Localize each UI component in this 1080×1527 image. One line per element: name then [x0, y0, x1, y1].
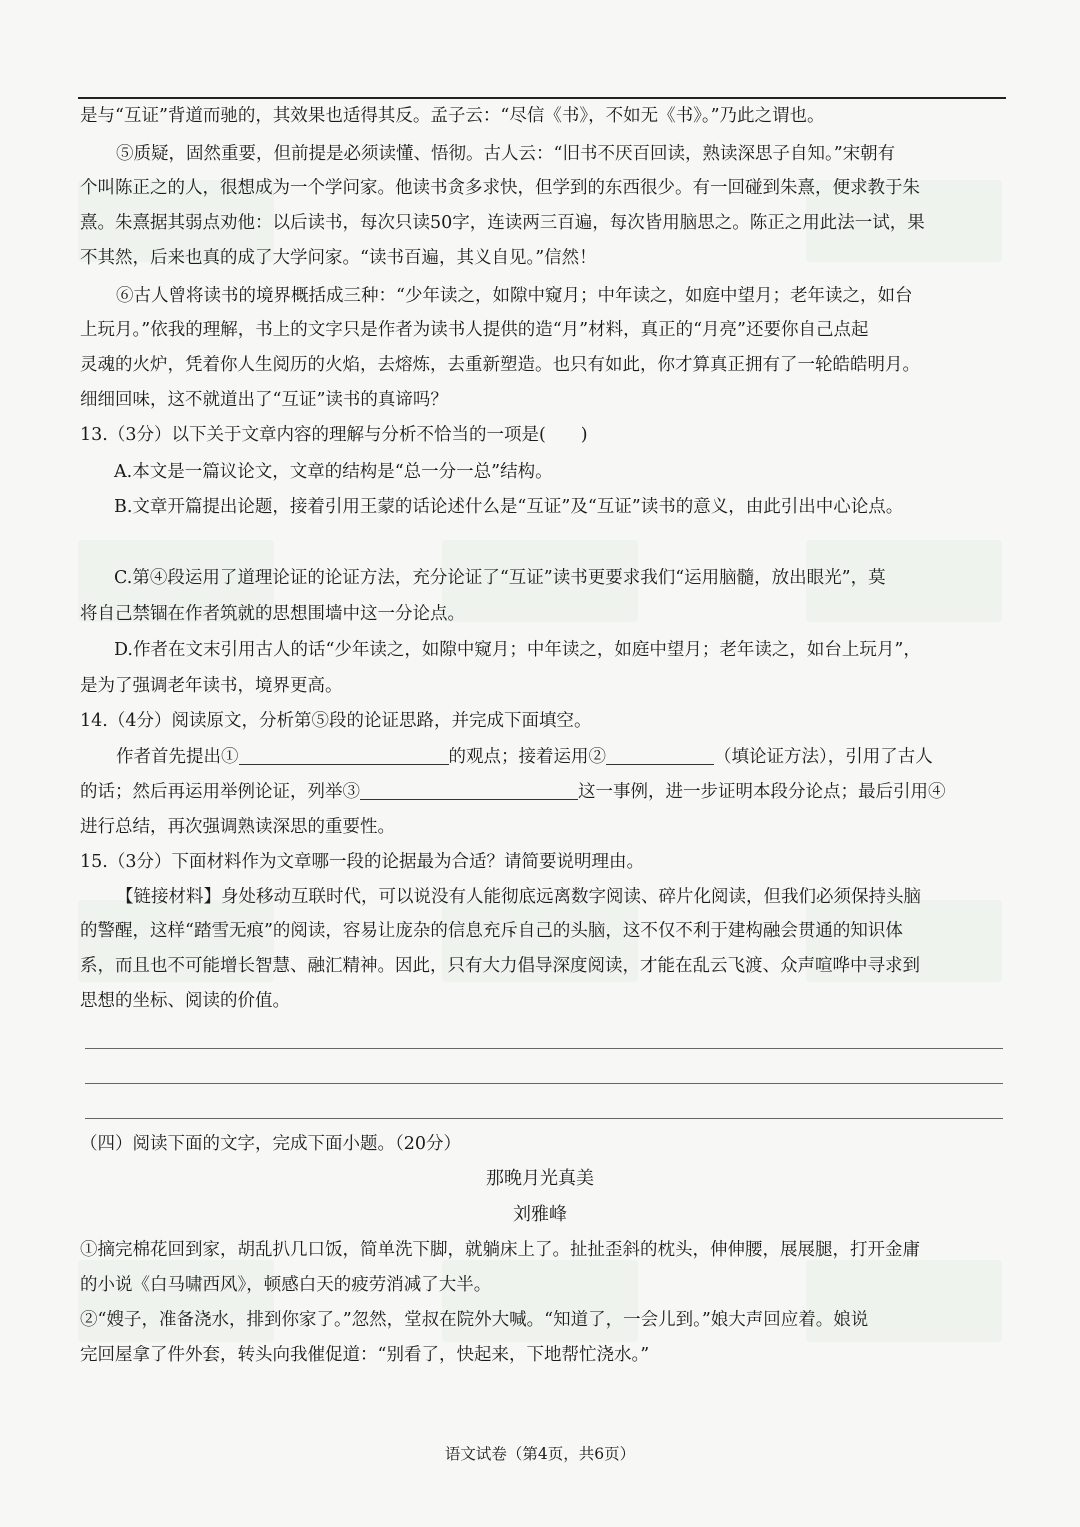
passage-line: 是与“互证”背道而驰的，其效果也适得其反。孟子云：“尽信《书》，不如无《书》。”乃此之谓也。: [80, 106, 825, 126]
story-paragraph-2-line: 完回屋拿了件外套，转头向我催促道：“别看了，快起来，下地帮忙浇水。”: [80, 1345, 650, 1365]
q14-text: （填论证方法），引用了古人: [714, 747, 933, 767]
question-14-stem: 14.（4分）阅读原文，分析第⑤段的论证思路，并完成下面填空。: [80, 711, 592, 731]
q14-text: 的话；然后再运用举例论证，列举③: [80, 782, 360, 802]
q13-option-c: C.第④段运用了道理论证的论证方法，充分论证了“互证”读书更要求我们“运用脑髓，放出眼光”，莫: [114, 568, 886, 588]
paragraph-6-line: 上玩月。”依我的理解，书上的文字只是作者为读书人提供的造“月”材料，真正的“月亮”还要你自己点起: [80, 320, 869, 340]
blank-3[interactable]: [360, 779, 578, 800]
q14-fill-line-1: [116, 744, 1010, 769]
question-15-stem: 15.（3分）下面材料作为文章哪一段的论据最为合适？请简要说明理由。: [80, 852, 644, 872]
q13-option-d-cont: 是为了强调老年读书，境界更高。: [80, 676, 343, 696]
linked-material-line: 系，而且也不可能增长智慧、融汇精神。因此，只有大力倡导深度阅读，才能在乱云飞渡、众声喧哗中寻求到: [80, 956, 920, 976]
paragraph-6-line: 细细回味，这不就道出了“互证”读书的真谛吗？: [80, 390, 448, 410]
section-4-heading: （四）阅读下面的文字，完成下面小题。（20分）: [80, 1134, 462, 1154]
paragraph-5-line: ⑤质疑，固然重要，但前提是必须读懂、悟彻。古人云：“旧书不厌百回读，熟读深思子自知。”宋朝有: [116, 144, 896, 164]
story-paragraph-1-line: ①摘完棉花回到家，胡乱扒几口饭，简单洗下脚，就躺床上了。扯扯歪斜的枕头，伸伸腰，展展腿，打开金庸: [80, 1240, 920, 1260]
linked-material-line: 的警醒，这样“踏雪无痕”的阅读，容易让庞杂的信息充斥自己的头脑，这不仅不利于建构融会贯通的知识体: [80, 921, 903, 941]
header-rule: [78, 97, 1006, 99]
linked-material-line: 【链接材料】身处移动互联时代，可以说没有人能彻底远离数字阅读、碎片化阅读，但我们必须保持头脑: [116, 887, 921, 907]
q13-option-d: D.作者在文末引用古人的话“少年读之，如隙中窥月；中年读之，如庭中望月；老年读之，如台上玩月”，: [114, 640, 921, 660]
story-paragraph-2-line: ②“嫂子，准备浇水，排到你家了。”忽然，堂叔在院外大喊。“知道了，一会儿到。”娘大声回应着。娘说: [80, 1310, 869, 1330]
q14-text: 的观点；接着运用②: [448, 747, 606, 767]
paragraph-5-line: 不其然，后来也真的成了大学问家。“读书百遍，其义自见。”信然！: [80, 248, 597, 268]
q14-text: 这一事例，进一步证明本段分论点；最后引用④: [578, 782, 946, 802]
blank-2[interactable]: [606, 744, 714, 765]
answer-line[interactable]: [85, 1048, 1003, 1049]
answer-line[interactable]: [85, 1083, 1003, 1084]
paragraph-5-line: 熹。朱熹据其弱点劝他：以后读书，每次只读50字，连读两三百遍，每次皆用脑思之。陈正之用此法一试，果: [80, 213, 925, 233]
story-author: 刘雅峰: [513, 1204, 567, 1225]
paragraph-6-line: 灵魂的火炉，凭着你人生阅历的火焰，去熔炼，去重新塑造。也只有如此，你才算真正拥有了一轮皓皓明月。: [80, 355, 920, 375]
blank-1[interactable]: [239, 744, 449, 765]
q13-option-b: B.文章开篇提出论题，接着引用王蒙的话论述什么是“互证”及“互证”读书的意义，由此引出中心论点。: [114, 497, 904, 517]
linked-material-line: 思想的坐标、阅读的价值。: [80, 991, 290, 1011]
paragraph-6-line: ⑥古人曾将读书的境界概括成三种：“少年读之，如隙中窥月；中年读之，如庭中望月；老年读之，如台: [116, 286, 913, 306]
answer-line[interactable]: [85, 1118, 1003, 1119]
q13-option-a: A.本文是一篇议论文，文章的结构是“总一分一总”结构。: [114, 462, 553, 482]
q14-fill-line-2: [80, 779, 1010, 804]
question-13-stem: 13.（3分）以下关于文章内容的理解与分析不恰当的一项是( ): [80, 425, 588, 445]
q14-text: 作者首先提出①: [116, 747, 239, 767]
story-paragraph-1-line: 的小说《白马啸西风》，顿感白天的疲劳消减了大半。: [80, 1275, 492, 1295]
q14-fill-line-3: 进行总结，再次强调熟读深思的重要性。: [80, 817, 395, 837]
page-footer: 语文试卷（第4页，共6页）: [444, 1445, 636, 1463]
story-title: 那晚月光真美: [486, 1168, 594, 1189]
paragraph-5-line: 个叫陈正之的人，很想成为一个学问家。他读书贪多求快，但学到的东西很少。有一回碰到朱熹，便求教于朱: [80, 178, 920, 198]
q13-option-c-cont: 将自己禁锢在作者筑就的思想围墙中这一分论点。: [80, 604, 465, 624]
